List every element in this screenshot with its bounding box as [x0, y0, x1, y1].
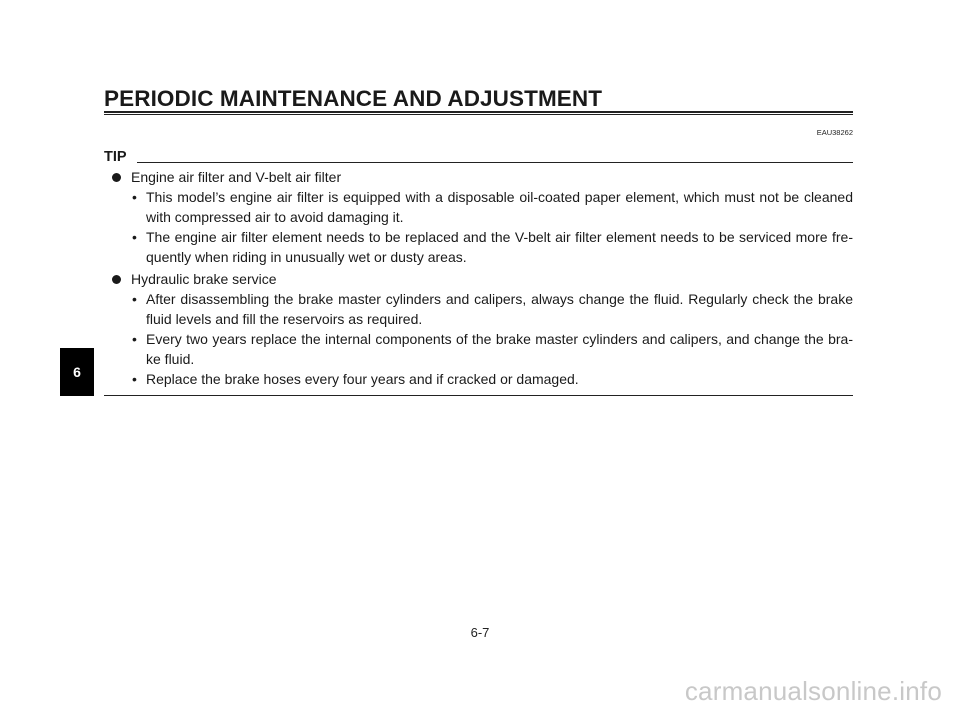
list-item-text: Every two years replace the internal components of the brake master cylinders and calipers, and change the bra-ke fluid. [146, 331, 853, 367]
list-item-text: The engine air filter element needs to be replaced and the V-belt air filter element needs to be serviced more fre-quently when riding in unusually wet or dusty areas. [146, 229, 853, 265]
list-item-text: After disassembling the brake master cylinders and calipers, always change the fluid. Regularly check the brake fluid levels and fill the reservoirs as required. [146, 291, 853, 327]
tip-block [104, 149, 853, 396]
filled-circle-icon [112, 275, 121, 284]
header-double-rule [104, 111, 853, 115]
list-item [104, 329, 853, 369]
page-title: PERIODIC MAINTENANCE AND ADJUSTMENT [104, 86, 603, 111]
page-header [104, 86, 853, 112]
tip-label: TIP [104, 149, 127, 165]
list-item [104, 369, 853, 389]
section-heading [104, 269, 853, 289]
watermark: carmanualsonline.info [684, 676, 942, 706]
list-item-text: Replace the brake hoses every four years and if cracked or damaged. [146, 371, 579, 387]
header-rule-bottom [104, 114, 853, 115]
page-number: 6-7 [470, 625, 490, 640]
tip-rule [137, 162, 853, 163]
bullet-dot-icon: • [132, 189, 137, 205]
header-rule-top [104, 111, 853, 113]
list-item [104, 289, 853, 329]
filled-circle-icon [112, 173, 121, 182]
bullet-dot-icon: • [132, 371, 137, 387]
list-item-text: This model’s engine air filter is equipped with a disposable oil-coated paper element, which must not be cleaned with compressed air to avoid damaging it. [146, 189, 853, 225]
tip-end-rule [104, 395, 853, 396]
section-air-filter [104, 167, 853, 267]
section-brake-service [104, 269, 853, 389]
chapter-tab [60, 348, 94, 396]
chapter-tab-number: 6 [73, 364, 81, 380]
bullet-dot-icon: • [132, 229, 137, 245]
list-item [104, 187, 853, 227]
section-heading [104, 167, 853, 187]
tip-heading [104, 149, 853, 165]
document-code: EAU38262 [816, 128, 853, 137]
bullet-dot-icon: • [132, 331, 137, 347]
section-heading-text: Engine air filter and V-belt air filter [131, 169, 342, 185]
section-heading-text: Hydraulic brake service [131, 271, 277, 287]
list-item [104, 227, 853, 267]
bullet-dot-icon: • [132, 291, 137, 307]
